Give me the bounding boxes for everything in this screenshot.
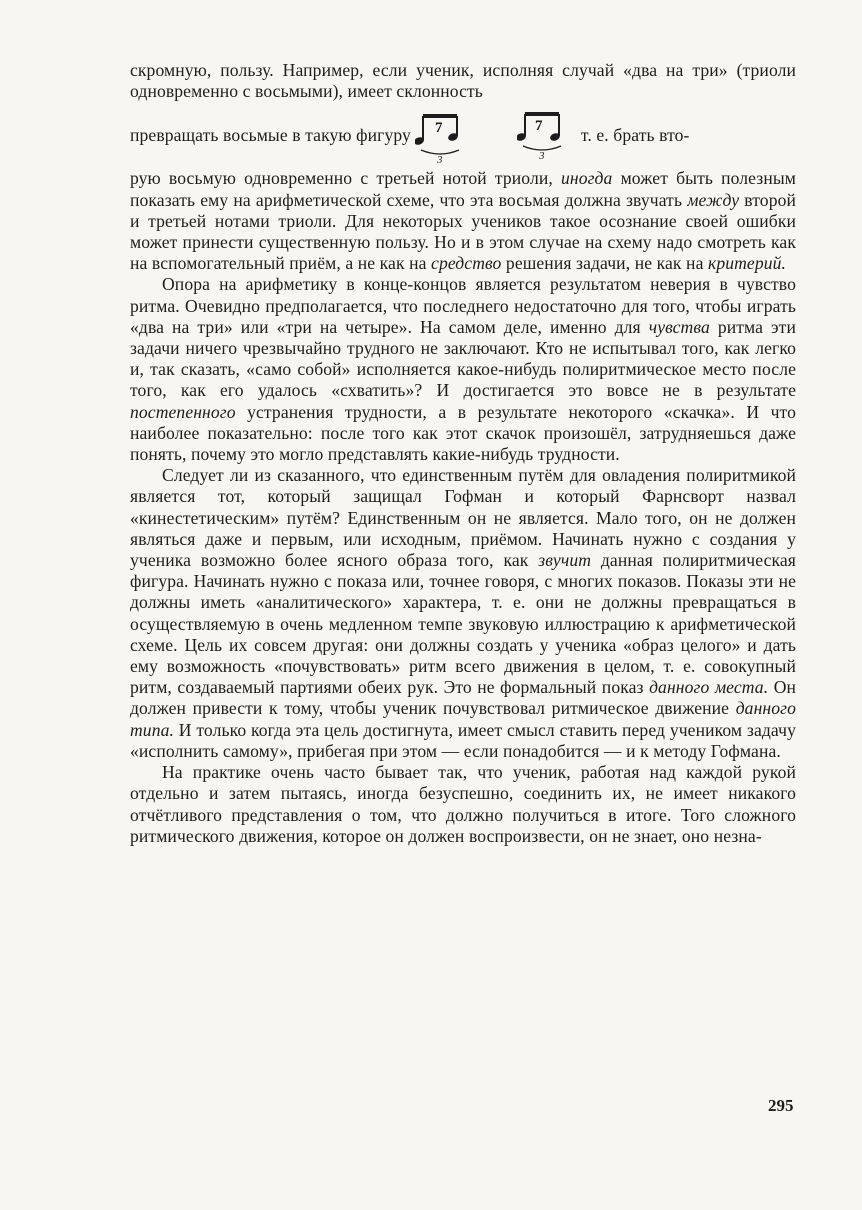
paragraph-2: Опора на арифметику в конце-концов является результатом неверия в чувство ритма. Очевидно предполагается, что последнего недостаточно для того, чтобы играть «два на три» или «три на четыре». На самом деле, именно для чувства ритма эти задачи ничего чрезвычайно трудного не заключают. Кто не испытывал того, как легко и, так сказать, «само собой» исполняется какое-нибудь полиритмическое место после того, как его удалось «схватить»? И достигается это вовсе не в результате постепенного устранения трудности, а в результате некоторого «скачка». И что наиболее показательно: после того как этот скачок произошёл, затрудняешься даже понять, почему это могло представлять какие-нибудь трудности. <box>130 274 796 465</box>
paragraph-3: Следует ли из сказанного, что единственным путём для овладения полиритмикой является тот, который защищал Гофман и который Фарнсворт назвал «кинестетическим» путём? Единственным он не является. Мало того, он не должен являться даже и первым, или исходным, приёмом. Начинать нужно с создания у ученика возможно более ясного образа того, как звучит данная полиритмическая фигура. Начинать нужно с показа или, точнее говоря, с многих показов. Показы эти не должны иметь «аналитического» характера, т. е. они не должны превращаться в осуществляемую в очень медленном темпе звуковую иллюстрацию к арифметической схеме. Цель их совсем другая: они должны создать у ученика «образ целого» и дать ему возможность «почувствовать» ритм всего движения в целом, т. е. совокупный ритм, создаваемый партиями обеих рук. Это не формальный показ данного места. Он должен привести к тому, чтобы ученик почувствовал ритмическое движение данного типа. И только когда эта цель достигнута, имеет смысл ставить перед учеником задачу «исполнить самому», прибегая при этом — если понадобится — и к методу Гофмана. <box>130 465 797 761</box>
music-figure-before-icon <box>415 106 465 164</box>
triplet-number: 3 <box>538 150 545 163</box>
rest-symbol: 7 <box>534 118 543 135</box>
music-figure-after-icon <box>517 106 567 164</box>
paragraph-1-line-1: скромную, пользу. Например, если ученик, исполняя случай «два на три» (триоли одновременно с восьмыми), имеет склонность <box>130 60 796 102</box>
paragraph-1-line-2-end: т. е. брать вто- <box>580 124 690 145</box>
triplet-number: 3 <box>436 154 443 165</box>
text-column <box>130 60 796 847</box>
paragraph-4: На практике очень часто бывает так, что ученик, работая над каждой рукой отдельно и затем пытаясь, иногда безуспешно, соединить их, не имеет никакого отчётливого представления о том, что должно получиться в итоге. Того сложного ритмического движения, которое он должен воспроизвести, он не знает, оно незна- <box>130 762 796 846</box>
paragraph-1-continued: рую восьмую одновременно с третьей нотой триоли, иногда может быть полезным показать ему на арифметической схеме, что эта восьмая должна звучать между второй и третьей нотами триоли. Для некоторых учеников такое осознание своей ошибки может принести существенную пользу. Но и в этом случае на схему надо смотреть как на вспомогательный приём, а не как на средство решения задачи, не как на критерий. <box>130 168 797 274</box>
paragraph-1-line-2-start: превращать восьмые в такую фигуру <box>130 124 411 145</box>
music-figure-line <box>130 102 796 168</box>
rest-symbol: 7 <box>434 120 443 137</box>
page-number: 295 <box>768 1096 794 1115</box>
